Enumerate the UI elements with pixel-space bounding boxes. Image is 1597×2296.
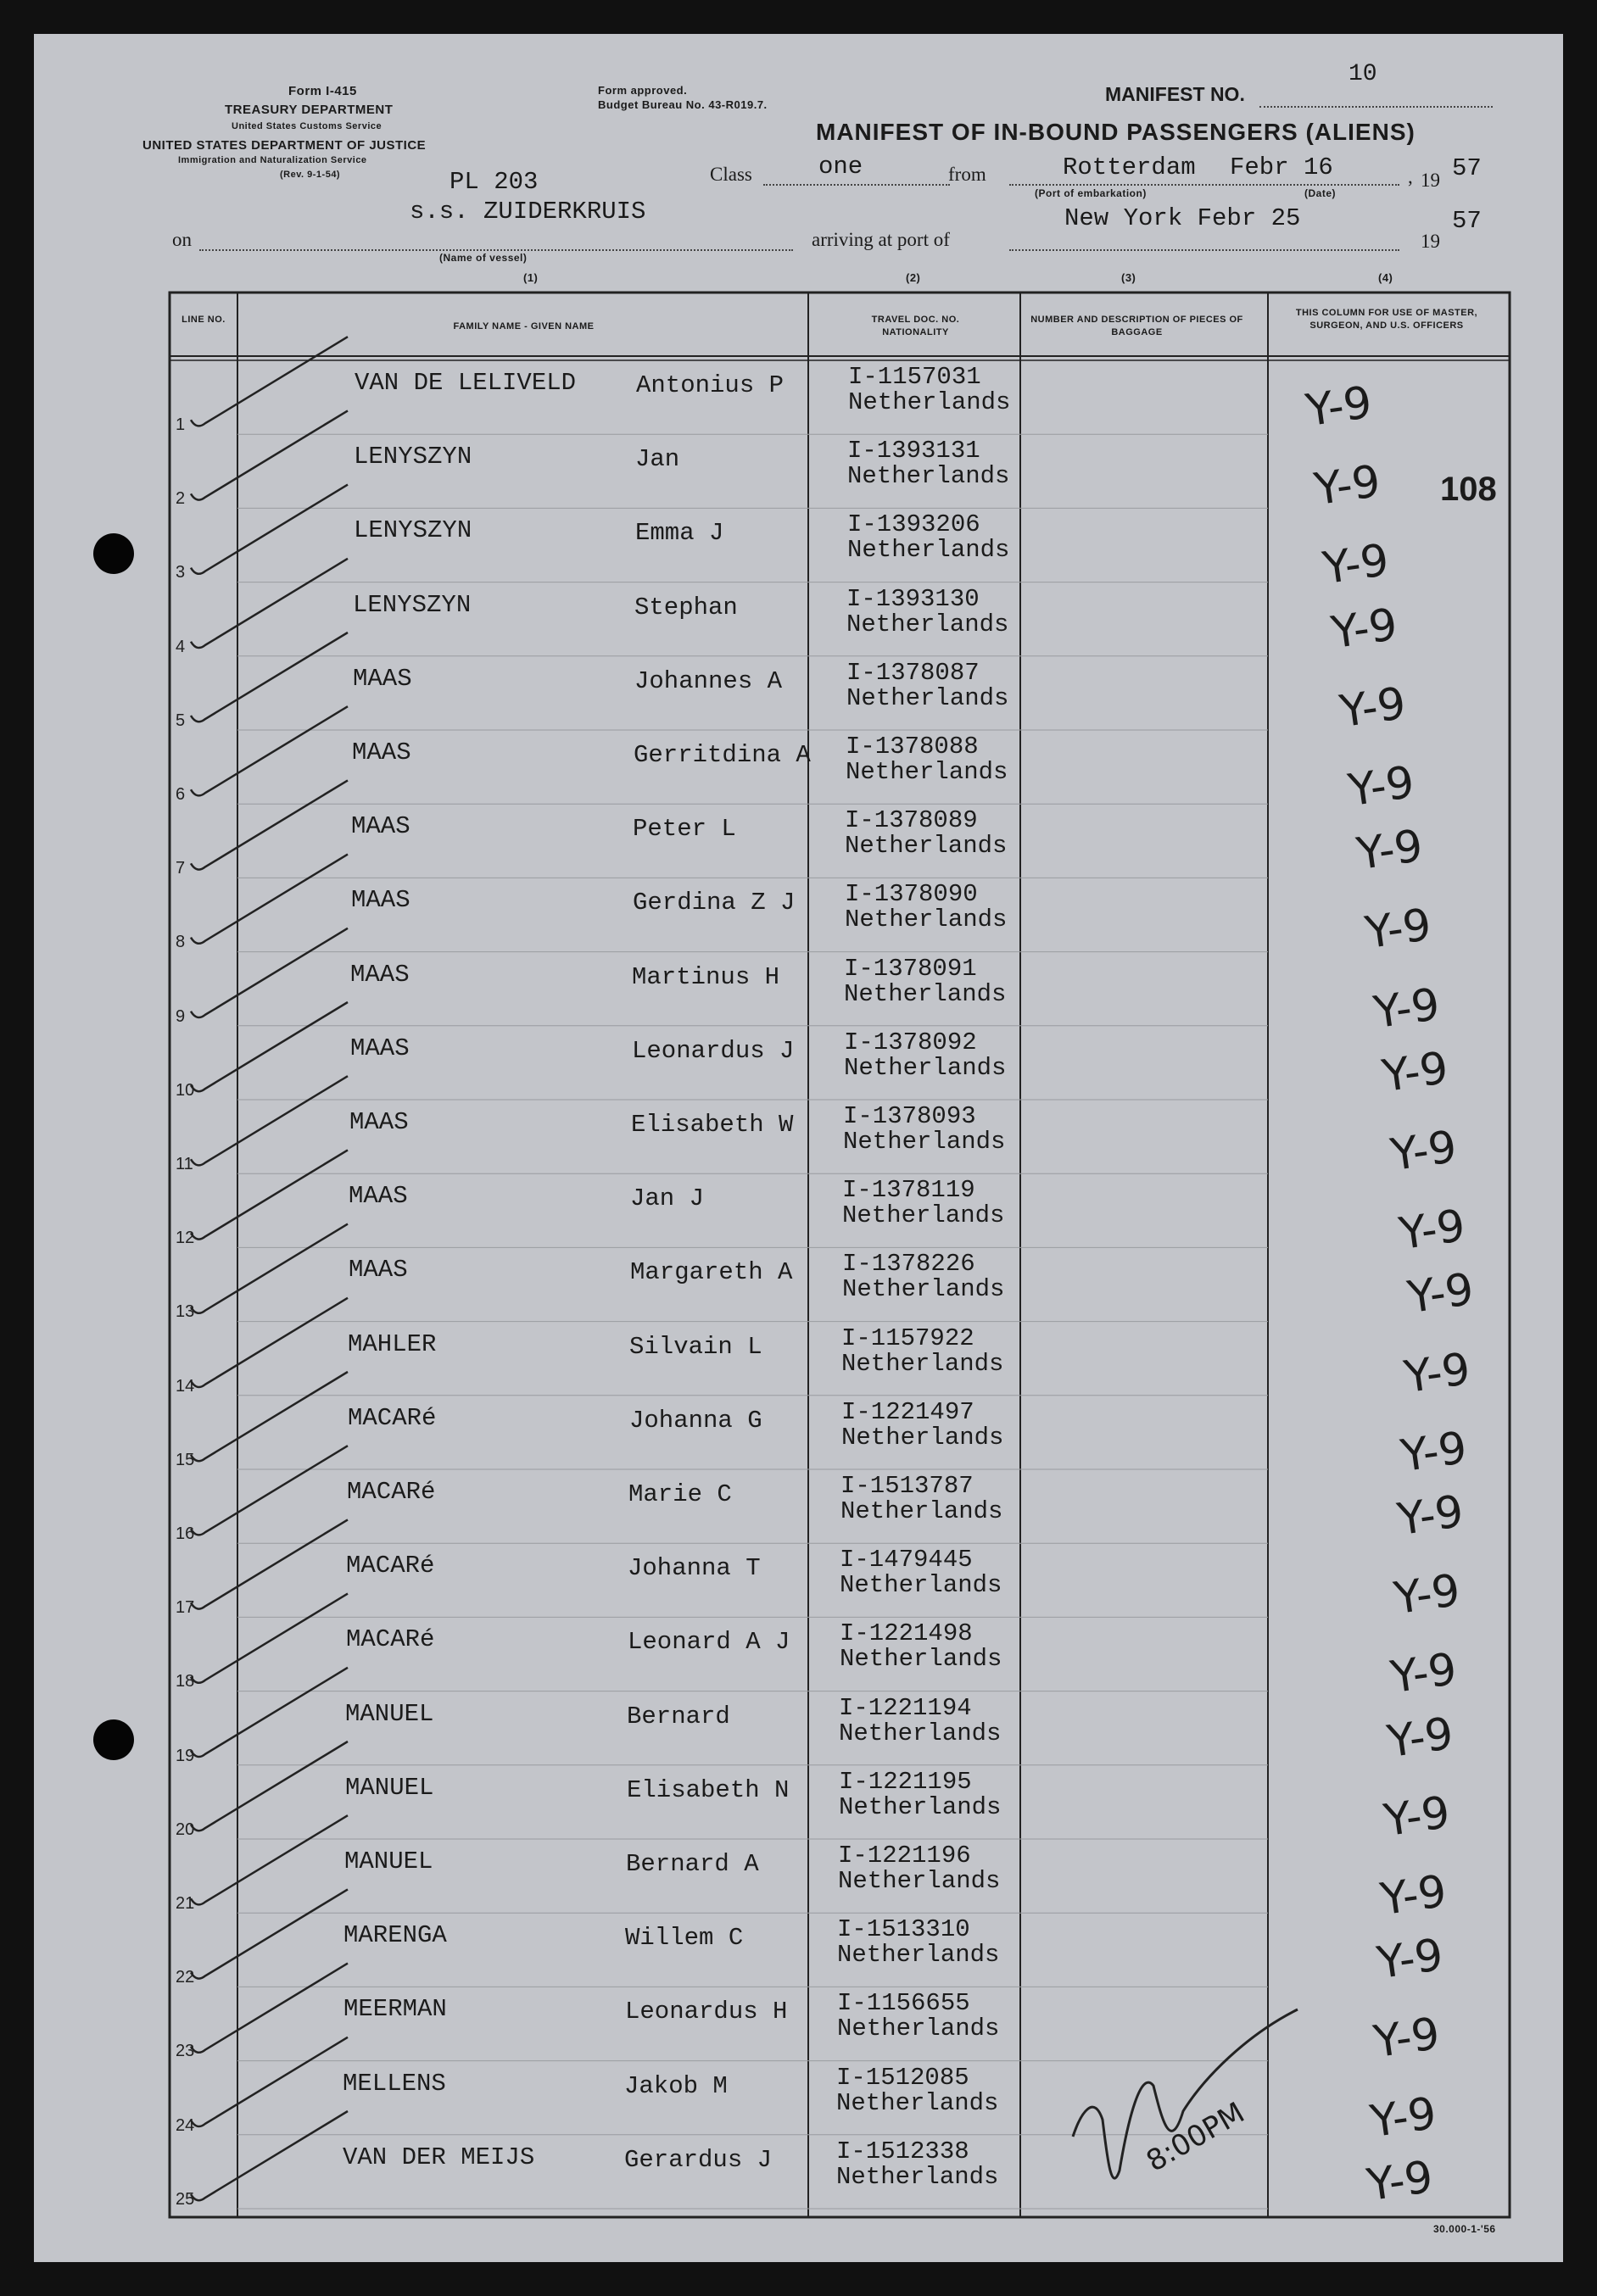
class-value: one [818, 153, 863, 181]
date-label: (Date) [1304, 187, 1337, 199]
inspection-mark: Y-9 [1337, 677, 1410, 738]
port-of-embarkation: Rotterdam [1063, 153, 1196, 181]
column-1-number: (1) [523, 271, 539, 284]
nationality: Netherlands [846, 758, 1008, 786]
given-name: Gerdina Z J [633, 889, 796, 917]
inspection-mark: Y-9 [1404, 1264, 1477, 1324]
given-name: Peter L [633, 815, 736, 844]
given-name: Leonardus J [632, 1036, 795, 1065]
line-number: 17 [176, 1598, 195, 1618]
travel-doc [846, 660, 1008, 711]
inspection-mark: Y-9 [1391, 1565, 1464, 1625]
document-number: I-1393130 [846, 584, 980, 613]
given-name: Gerritdina A [634, 741, 811, 769]
travel-doc [841, 1326, 1003, 1377]
travel-doc [841, 1397, 1004, 1452]
punch-hole-upper [93, 533, 134, 574]
nationality: Netherlands [841, 1349, 1004, 1378]
family-name: MAAS [351, 886, 410, 915]
line-number: 14 [176, 1376, 195, 1396]
document-number: I-1378119 [842, 1176, 975, 1205]
document-number: I-1378088 [846, 733, 979, 761]
document-number: I-1221194 [839, 1693, 972, 1722]
line-number: 21 [176, 1894, 195, 1913]
form-approved: Form approved. [598, 84, 688, 97]
line-number: 20 [176, 1820, 195, 1839]
inspection-mark: Y-9 [1354, 821, 1427, 881]
column-2-number: (2) [906, 271, 921, 284]
line-number: 12 [176, 1229, 195, 1248]
line-number: 5 [176, 711, 186, 730]
nationality: Netherlands [840, 1571, 1002, 1600]
given-name: Marie C [628, 1480, 732, 1508]
line-number: 25 [176, 2189, 195, 2209]
given-name: Jan J [630, 1184, 705, 1213]
line-number: 10 [176, 1080, 195, 1100]
inspection-mark: Y-9 [1398, 1422, 1471, 1482]
inspection-mark: Y-9 [1303, 376, 1376, 437]
family-name: MAAS [353, 664, 412, 693]
travel-doc [846, 734, 1008, 785]
arrival-port-date: New York Febr 25 [1064, 204, 1301, 232]
manifest-no-value: 10 [1349, 61, 1377, 87]
vessel-code: PL 203 [450, 168, 539, 196]
travel-doc [845, 882, 1007, 933]
nationality: Netherlands [836, 2088, 999, 2117]
manifest-no-label: MANIFEST NO. [1105, 83, 1245, 105]
line-number: 18 [176, 1672, 195, 1691]
inspection-mark: Y-9 [1394, 1485, 1467, 1546]
family-name: MAAS [351, 812, 410, 841]
line-number: 22 [176, 1968, 195, 1987]
travel-doc [840, 1621, 1002, 1672]
inspection-mark: Y-9 [1362, 900, 1435, 960]
travel-doc [840, 1547, 1002, 1598]
line-number: 6 [176, 785, 186, 804]
inspector-time: 8:00PM [1141, 2095, 1251, 2179]
nationality: Netherlands [847, 536, 1010, 565]
given-name: Leonard A J [628, 1628, 790, 1657]
agency-treasury: TREASURY DEPARTMENT [225, 103, 394, 117]
travel-doc [837, 1917, 999, 1968]
nationality: Netherlands [839, 1792, 1002, 1821]
document-number: I-1378226 [842, 1250, 975, 1279]
travel-doc [837, 1991, 999, 2042]
line-number: 11 [176, 1155, 193, 1173]
document-number: I-1512085 [836, 2063, 969, 2092]
agency-customs: United States Customs Service [232, 121, 382, 131]
header-baggage: NUMBER AND DESCRIPTION OF PIECES OF BAGGAGE [1030, 315, 1243, 337]
inspection-mark: Y-9 [1328, 599, 1401, 659]
nationality: Netherlands [836, 2162, 999, 2191]
document-number: I-1479445 [840, 1546, 973, 1574]
form-revision: (Rev. 9-1-54) [280, 170, 341, 180]
nationality: Netherlands [841, 1423, 1004, 1452]
travel-doc [845, 808, 1007, 859]
nationality: Netherlands [847, 462, 1010, 491]
inspection-mark: Y-9 [1371, 978, 1443, 1039]
line-number: 7 [176, 859, 186, 878]
line-number: 8 [176, 933, 186, 952]
line-number: 1 [176, 415, 186, 434]
footer-code: 30.000-1-'56 [1433, 2223, 1496, 2235]
embarkation-date: Febr 16 [1230, 153, 1333, 181]
travel-doc [844, 1030, 1006, 1081]
document-number: I-1156655 [837, 1989, 970, 2018]
nationality: Netherlands [846, 610, 1009, 638]
family-name: MAAS [349, 1182, 408, 1211]
given-name: Bernard A [626, 1850, 759, 1878]
line-number: 24 [176, 2115, 195, 2135]
inspection-mark: Y-9 [1364, 2151, 1437, 2211]
inspection-mark: Y-9 [1388, 1644, 1460, 1704]
travel-doc [839, 1693, 1002, 1747]
travel-doc [843, 1104, 1005, 1155]
document-number: I-1512338 [836, 2137, 969, 2165]
line-number: 15 [176, 1450, 195, 1469]
family-name: MACARé [348, 1403, 437, 1432]
port-label: (Port of embarkation) [1035, 187, 1147, 199]
family-name: MAHLER [348, 1329, 437, 1358]
nationality: Netherlands [842, 1201, 1005, 1230]
class-label: Class [710, 164, 752, 185]
family-name: MAAS [349, 1108, 409, 1136]
inspection-mark: Y-9 [1381, 1786, 1454, 1847]
inspection-mark: Y-9 [1371, 2009, 1443, 2069]
punch-hole-lower [93, 1719, 134, 1760]
given-name: Emma J [635, 519, 724, 548]
family-name: MAAS [350, 960, 410, 989]
family-name: MANUEL [345, 1699, 434, 1728]
given-name: Stephan [634, 593, 738, 621]
family-name: LENYSZYN [354, 516, 472, 545]
vessel-name: s.s. ZUIDERKRUIS [410, 198, 646, 226]
given-name: Antonius P [636, 371, 785, 399]
given-name: Jan [635, 445, 680, 474]
inspection-mark: Y-9 [1388, 1121, 1460, 1182]
line-number: 13 [176, 1302, 195, 1322]
family-name: LENYSZYN [354, 443, 472, 471]
travel-doc [846, 584, 1009, 638]
given-name: Martinus H [632, 962, 780, 991]
nationality: Netherlands [845, 906, 1008, 934]
document-number: I-1378090 [845, 880, 978, 909]
nationality: Netherlands [840, 1497, 1003, 1525]
line-number: 3 [176, 563, 186, 582]
header-name: FAMILY NAME - GIVEN NAME [453, 321, 595, 332]
family-name: MAAS [352, 738, 411, 766]
inspection-mark: Y-9 [1345, 756, 1418, 817]
document-number: I-1393131 [847, 437, 980, 465]
given-name: Bernard [627, 1702, 730, 1730]
nationality: Netherlands [838, 1867, 1001, 1895]
travel-doc [847, 438, 1009, 489]
inspection-mark: Y-9 [1311, 456, 1384, 516]
document-number: I-1221497 [841, 1397, 974, 1426]
inspection-mark: Y-9 [1377, 1865, 1450, 1926]
given-name: Leonardus H [625, 1998, 788, 2026]
family-name: MAAS [350, 1034, 410, 1062]
document-number: I-1513310 [837, 1915, 970, 1944]
inspection-mark: Y-9 [1367, 2087, 1440, 2148]
manifest-title: MANIFEST OF IN-BOUND PASSENGERS (ALIENS) [816, 119, 1416, 145]
given-name: Willem C [625, 1924, 744, 1953]
document-number: I-1221195 [839, 1767, 972, 1796]
line-number: 9 [176, 1006, 186, 1026]
arriving-label: arriving at port of [812, 229, 950, 250]
nationality: Netherlands [839, 1719, 1002, 1747]
inspection-mark: Y-9 [1320, 535, 1393, 595]
document-number: I-1393206 [847, 510, 980, 539]
travel-doc [836, 2065, 998, 2116]
document-number: I-1221498 [840, 1619, 973, 1648]
nationality: Netherlands [837, 1941, 1000, 1970]
on-label: on [172, 229, 192, 250]
nationality: Netherlands [842, 1275, 1005, 1304]
year-prefix-1: 19 [1421, 170, 1440, 191]
year-prefix-2: 19 [1421, 231, 1440, 252]
travel-doc [847, 512, 1009, 563]
budget-bureau: Budget Bureau No. 43-R019.7. [598, 98, 768, 111]
inspection-mark: Y-9 [1384, 1708, 1457, 1768]
inspection-mark: Y-9 [1379, 1042, 1452, 1102]
family-name: MANUEL [344, 1847, 433, 1875]
family-name: MELLENS [343, 2069, 446, 2098]
document-number: I-1378091 [844, 954, 977, 983]
arrival-year: 57 [1452, 207, 1482, 235]
family-name: VAN DER MEIJS [343, 2143, 535, 2171]
header-travel-doc: TRAVEL DOC. NO. NATIONALITY [871, 315, 960, 337]
manifest-page [34, 34, 1563, 2262]
document-number: I-1378093 [843, 1102, 976, 1130]
family-name: MARENGA [343, 1921, 447, 1950]
given-name: Johanna G [629, 1406, 762, 1435]
travel-doc [844, 956, 1006, 1007]
document-number: I-1157031 [848, 363, 981, 391]
given-name: Elisabeth N [627, 1775, 790, 1804]
nationality: Netherlands [844, 979, 1007, 1008]
travel-doc [836, 2139, 998, 2190]
form-number: Form I-415 [288, 84, 357, 98]
line-number: 19 [176, 1746, 195, 1765]
given-name: Johanna T [628, 1554, 761, 1583]
given-name: Johannes A [634, 666, 783, 695]
given-name: Margareth A [630, 1258, 793, 1287]
nationality: Netherlands [837, 2015, 1000, 2043]
given-name: Silvain L [629, 1332, 762, 1361]
document-number: I-1513787 [840, 1472, 974, 1500]
document-number: I-1378089 [845, 806, 978, 835]
agency-justice: UNITED STATES DEPARTMENT OF JUSTICE [142, 138, 427, 153]
line-number: 2 [176, 489, 186, 509]
document-number: I-1378087 [846, 658, 980, 687]
inspection-mark: Y-9 [1401, 1343, 1474, 1403]
nationality: Netherlands [840, 1645, 1002, 1674]
nationality: Netherlands [845, 832, 1008, 861]
line-number: 4 [176, 637, 186, 656]
given-name: Jakob M [624, 2071, 728, 2100]
nationality: Netherlands [848, 388, 1011, 416]
from-label: from [948, 164, 986, 185]
column-4-number: (4) [1378, 271, 1393, 284]
travel-doc [840, 1474, 1002, 1524]
family-name: MEERMAN [343, 1995, 447, 2024]
nationality: Netherlands [846, 683, 1009, 712]
column-3-number: (3) [1121, 271, 1136, 284]
travel-doc [839, 1769, 1001, 1820]
given-name: Gerardus J [624, 2145, 773, 2174]
given-name: Elisabeth W [631, 1111, 794, 1139]
document-number: I-1157922 [841, 1324, 974, 1352]
travel-doc [838, 1843, 1000, 1894]
nationality: Netherlands [843, 1128, 1006, 1156]
page-count: 108 [1440, 471, 1497, 508]
nationality: Netherlands [844, 1053, 1007, 1082]
travel-doc [842, 1178, 1004, 1229]
embarkation-year: 57 [1452, 154, 1482, 182]
header-line-no: LINE NO. [181, 315, 226, 325]
line-number: 16 [176, 1524, 195, 1543]
family-name: MACARé [346, 1625, 435, 1654]
family-name: VAN DE LELIVELD [355, 369, 577, 397]
family-name: LENYSZYN [353, 590, 472, 619]
document-number: I-1221196 [838, 1842, 971, 1870]
travel-doc [842, 1251, 1004, 1302]
family-name: MAAS [349, 1256, 408, 1285]
travel-doc [848, 365, 1010, 415]
family-name: MACARé [346, 1552, 435, 1580]
family-name: MANUEL [345, 1773, 434, 1802]
vessel-label: (Name of vessel) [439, 252, 528, 264]
line-number: 23 [176, 2042, 195, 2061]
family-name: MACARé [347, 1478, 436, 1506]
document-number: I-1378092 [844, 1028, 977, 1056]
header-officers: THIS COLUMN FOR USE OF MASTER, SURGEON, AND U.S. OFFICERS [1295, 308, 1478, 331]
agency-ins: Immigration and Naturalization Service [178, 155, 367, 165]
inspection-mark: Y-9 [1374, 1930, 1447, 1990]
inspection-mark: Y-9 [1396, 1201, 1469, 1261]
